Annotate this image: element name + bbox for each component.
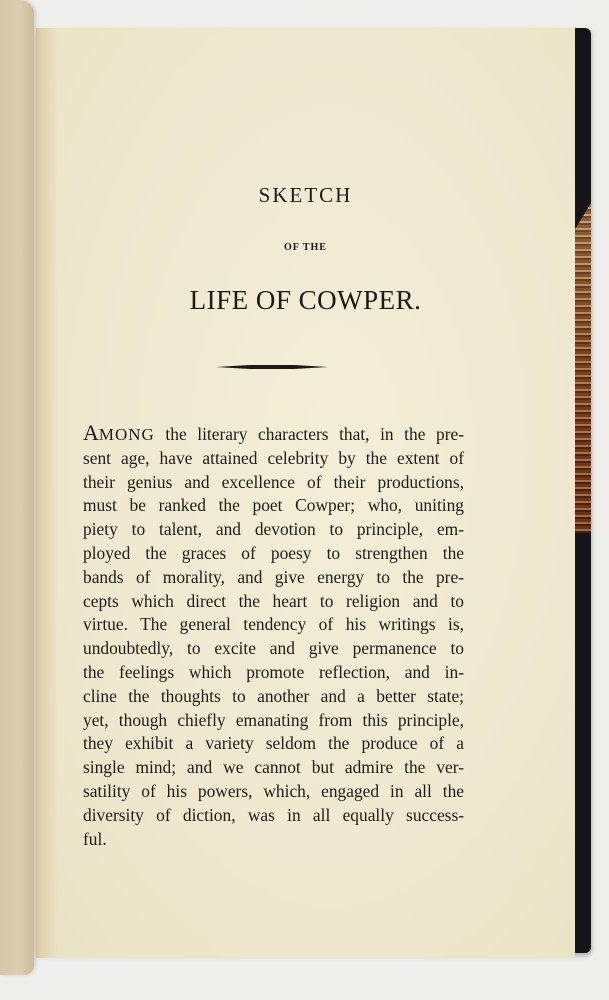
text-line: yet, though chiefly emanating from this principle,	[83, 709, 464, 730]
heading-sketch: SKETCH	[258, 183, 353, 207]
text-line: piety to talent, and devotion to principle, em-	[83, 519, 464, 540]
text-line: bands of morality, and give energy to the pre-	[83, 566, 464, 587]
body-paragraph	[83, 421, 464, 851]
text-line: single mind; and we cannot but admire the ver-	[83, 757, 464, 778]
book-page	[36, 28, 575, 958]
text-line: their genius and excellence of their productions,	[83, 471, 464, 492]
initial-word-rest: MONG	[98, 425, 155, 444]
page-gutter-shadow	[36, 28, 58, 958]
text-line-content: the literary characters that, in the pre-	[154, 424, 464, 444]
text-line: the feelings which promote reflection, and in-	[83, 661, 464, 682]
text-line: must be ranked the poet Cowper; who, uniting	[83, 495, 464, 516]
text-line: diversity of diction, was in all equally success-	[83, 804, 464, 825]
ornamental-rule	[216, 365, 328, 369]
text-line: undoubtedly, to excite and give permanence to	[83, 638, 464, 659]
text-line: ful.	[83, 828, 107, 849]
left-page-edge	[0, 0, 34, 975]
text-line: virtue. The general tendency of his writings is,	[83, 614, 464, 635]
text-line: they exhibit a variety seldom the produce of a	[83, 733, 464, 754]
text-line: ployed the graces of poesy to strengthen the	[83, 542, 464, 563]
text-line	[83, 421, 464, 447]
marbled-cover-edge	[575, 203, 591, 533]
text-line: cline the thoughts to another and a better state;	[83, 685, 464, 706]
text-line: satility of his powers, which, engaged in all the	[83, 780, 464, 801]
text-line: sent age, have attained celebrity by the extent of	[83, 447, 464, 468]
initial-letter: A	[83, 420, 99, 445]
heading-of-the: OF THE	[284, 242, 327, 253]
text-line: cepts which direct the heart to religion and to	[83, 590, 464, 611]
heading-life-of-cowper: LIFE OF COWPER.	[189, 285, 422, 315]
